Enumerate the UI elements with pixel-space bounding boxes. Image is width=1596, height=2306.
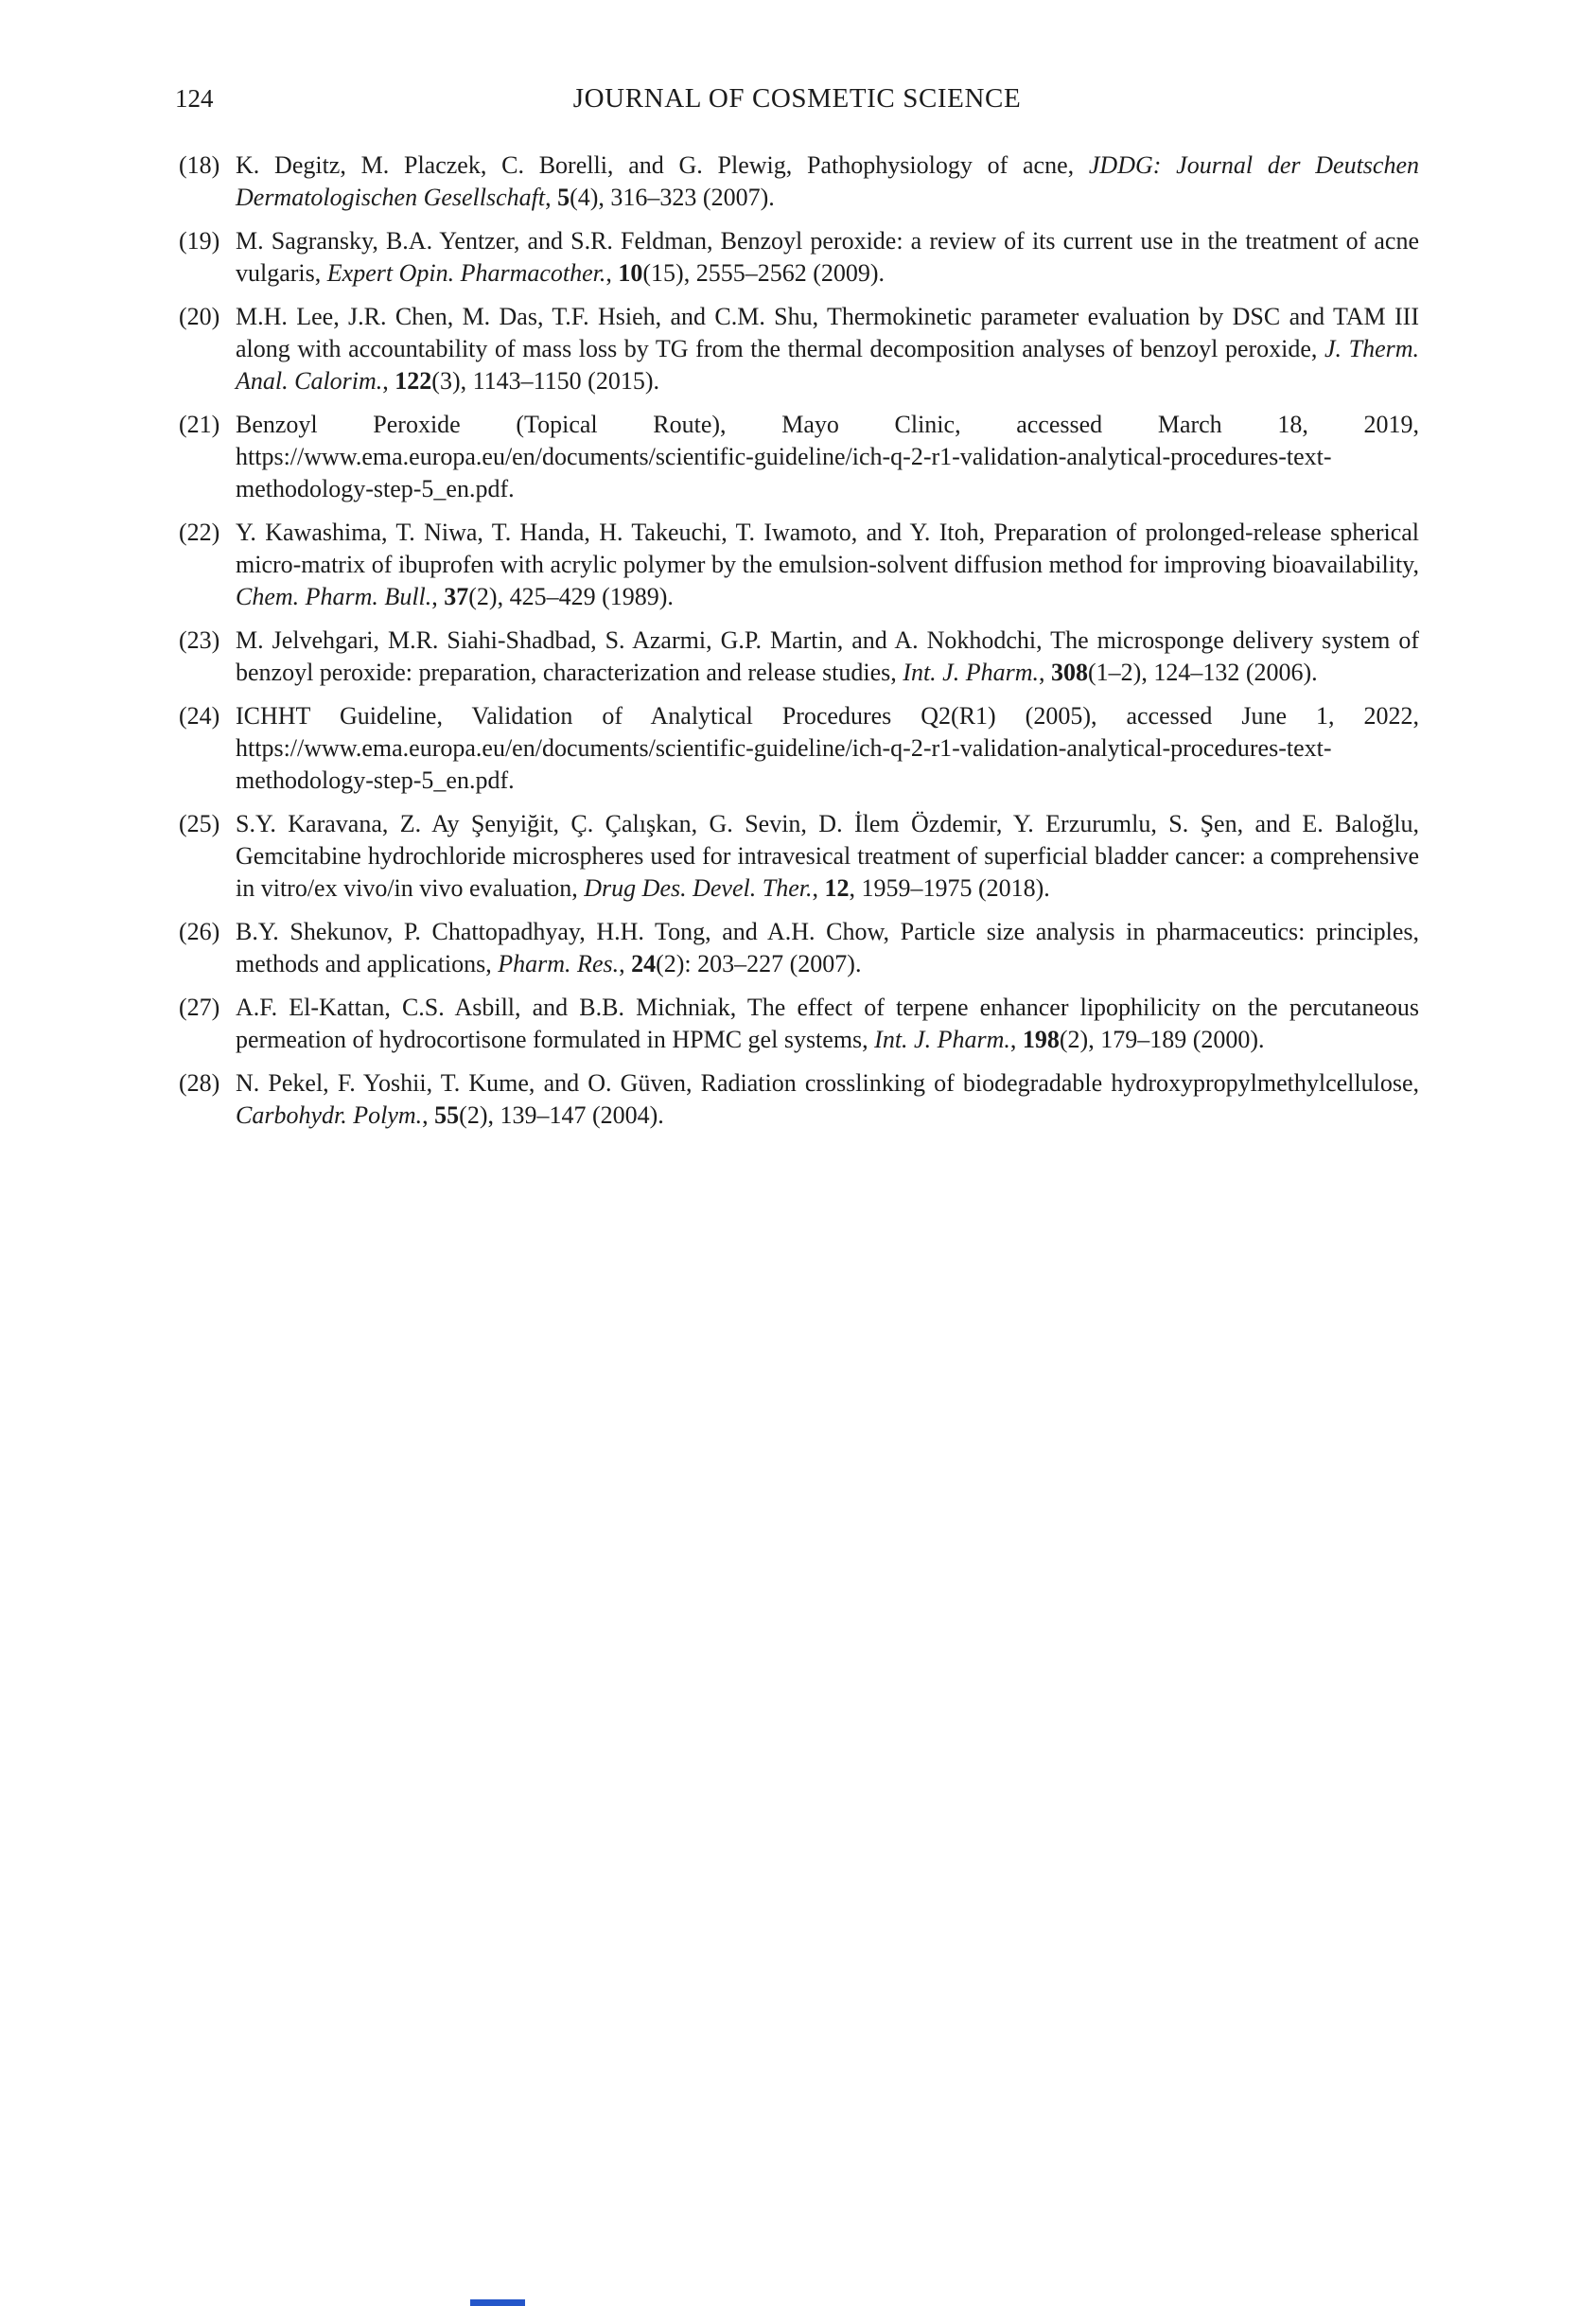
reference-segment: (15), 2555–2562 (2009). [642,259,886,287]
volume-number: 24 [631,950,657,977]
reference-text [236,151,1419,211]
reference-number: (18) [179,151,220,179]
reference-item [175,916,1419,980]
reference-item [175,700,1419,797]
reference-text [236,626,1419,686]
reference-text [236,1069,1419,1129]
reference-segment: M.H. Lee, J.R. Chen, M. Das, T.F. Hsieh, and C.M. Shu, Thermokinetic parameter evaluation by DSC and TAM III along with accountability of mass loss by TG from the thermal decomposition analyses of benzoyl peroxide, [236,303,1419,362]
reference-item [175,808,1419,905]
reference-segment: Benzoyl Peroxide (Topical Route), Mayo Clinic, accessed March 18, 2019, https://www.ema.europa.eu/en/documents/scientific-guideline/ich-q-2-r1-validation-analytical-procedures-text-methodology-step-5_en.pdf. [236,411,1419,502]
reference-text [236,227,1419,287]
reference-segment: (2), 179–189 (2000). [1059,1026,1265,1053]
reference-text [236,702,1419,794]
journal-name: Int. J. Pharm. [903,659,1039,686]
journal-name: Carbohydr. Polym. [236,1101,423,1129]
volume-number: 10 [618,259,643,287]
page-number: 124 [175,84,214,113]
reference-segment: , [545,184,558,211]
reference-segment: , [1009,1026,1023,1053]
reference-segment: (2), 425–429 (1989). [468,583,674,610]
volume-number: 122 [395,367,432,395]
reference-segment: , [431,583,445,610]
reference-item [175,1067,1419,1132]
reference-number: (20) [179,303,220,330]
reference-segment: Y. Kawashima, T. Niwa, T. Handa, H. Takeuchi, T. Iwamoto, and Y. Itoh, Preparation of prolonged-release spherical micro-matrix of ibuprofen with acrylic polymer by the emulsion-solvent diffusion method for improving bioavailability, [236,519,1419,578]
reference-item [175,625,1419,689]
volume-number: 198 [1022,1026,1060,1053]
reference-segment: M. Jelvehgari, M.R. Siahi-Shadbad, S. Azarmi, G.P. Martin, and A. Nokhodchi, The microsponge delivery system of benzoyl peroxide: preparation, characterization and release studies, [236,626,1419,686]
reference-number: (25) [179,810,220,837]
journal-title: JOURNAL OF COSMETIC SCIENCE [572,83,1022,114]
reference-number: (19) [179,227,220,255]
reference-segment: , [382,367,395,395]
journal-name: Expert Opin. Pharmacother. [326,259,606,287]
reference-segment: (3), 1143–1150 (2015). [431,367,659,395]
reference-segment: N. Pekel, F. Yoshii, T. Kume, and O. Güven, Radiation crosslinking of biodegradable hydroxypropylmethylcellulose, [236,1069,1419,1097]
reference-segment: , [619,950,632,977]
volume-number: 37 [444,583,469,610]
reference-text [236,303,1419,395]
reference-segment: K. Degitz, M. Placzek, C. Borelli, and G. Plewig, Pathophysiology of acne, [236,151,1089,179]
reference-segment: , [422,1101,435,1129]
reference-item [175,150,1419,214]
reference-text [236,994,1419,1053]
reference-number: (26) [179,918,220,945]
reference-text [236,810,1419,902]
reference-segment: (2): 203–227 (2007). [656,950,862,977]
journal-name: Drug Des. Devel. Ther. [584,874,813,902]
reference-text [236,519,1419,610]
reference-number: (22) [179,519,220,546]
reference-item [175,301,1419,397]
journal-name: Pharm. Res. [498,950,620,977]
reference-number: (23) [179,626,220,654]
page-header [175,81,1419,115]
reference-number: (21) [179,411,220,438]
reference-segment: A.F. El-Kattan, C.S. Asbill, and B.B. Michniak, The effect of terpene enhancer lipophilicity on the percutaneous permeation of hydrocortisone formulated in HPMC gel systems, [236,994,1419,1053]
reference-item [175,225,1419,290]
journal-name: J. Therm. Anal. Calorim. [236,335,1420,395]
reference-segment: (4), 316–323 (2007). [570,184,775,211]
reference-item [175,517,1419,613]
reference-text [236,918,1419,977]
reference-number: (27) [179,994,220,1021]
reference-segment: M. Sagransky, B.A. Yentzer, and S.R. Feldman, Benzoyl peroxide: a review of its current use in the treatment of acne vulgaris, [236,227,1419,287]
reference-segment: (2), 139–147 (2004). [459,1101,664,1129]
reference-number: (24) [179,702,220,730]
references-list [175,150,1419,1143]
reference-segment: (1–2), 124–132 (2006). [1088,659,1318,686]
reference-segment: S.Y. Karavana, Z. Ay Şenyiğit, Ç. Çalışkan, G. Sevin, D. İlem Özdemir, Y. Erzurumlu, S. Şen, and E. Baloğlu, Gemcitabine hydrochloride microspheres used for intravesical treatment of superficial bladder cancer: a comprehensive in vitro/ex vivo/in vivo evaluation, [236,810,1419,902]
reference-segment: , [1039,659,1051,686]
reference-segment: , [812,874,825,902]
journal-name: JDDG: Journal der Deutschen Dermatologischen Gesellschaft [236,151,1419,211]
volume-number: 12 [824,874,850,902]
reference-segment: , [605,259,619,287]
journal-name: Int. J. Pharm. [874,1026,1010,1053]
reference-segment: B.Y. Shekunov, P. Chattopadhyay, H.H. Tong, and A.H. Chow, Particle size analysis in pharmaceutics: principles, methods and applications, [236,918,1419,977]
journal-name: Chem. Pharm. Bull. [236,583,432,610]
reference-segment: ICHHT Guideline, Validation of Analytical Procedures Q2(R1) (2005), accessed June 1, 2022, https://www.ema.europa.eu/en/documents/scientific-guideline/ich-q-2-r1-validation-analytical-procedures-text-methodology-step-5_en.pdf. [236,702,1419,794]
reference-item [175,409,1419,505]
reference-item [175,992,1419,1056]
volume-number: 5 [557,184,570,211]
reference-text [236,411,1419,502]
reference-segment: , 1959–1975 (2018). [849,874,1050,902]
volume-number: 308 [1051,659,1088,686]
reference-number: (28) [179,1069,220,1097]
bottom-edge-artifact [470,2299,525,2306]
volume-number: 55 [434,1101,460,1129]
